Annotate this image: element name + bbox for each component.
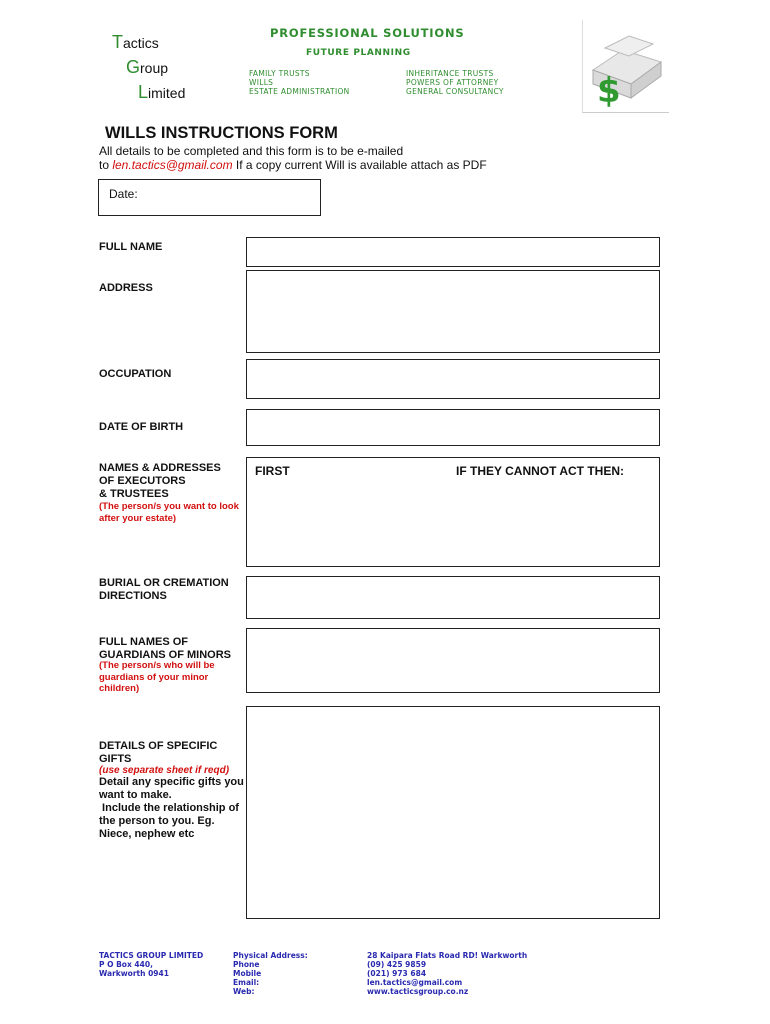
occupation-label: OCCUPATION [99, 368, 172, 380]
executors-field[interactable] [246, 457, 660, 567]
form-intro-line2: to len.tactics@gmail.com If a copy current Will is available attach as PDF [99, 158, 487, 172]
burial-label: BURIAL OR CREMATION DIRECTIONS [99, 577, 229, 602]
executors-note: (The person/s you want to look after your estate) [99, 501, 239, 524]
dob-field[interactable] [246, 409, 660, 446]
email-link[interactable]: len.tactics@gmail.com [112, 158, 233, 172]
footer-company: TACTICS GROUP LIMITED P O Box 440, Warkworth 0941 [99, 951, 204, 978]
guardians-note: (The person/s who will be guardians of your minor children) [99, 660, 215, 694]
company-logo-text [112, 32, 232, 103]
form-title: WILLS INSTRUCTIONS FORM [105, 124, 338, 142]
footer-labels: Physical Address: Phone Mobile Email: Web: [233, 951, 308, 996]
service-item: FAMILY TRUSTS [249, 69, 310, 78]
service-item: WILLS [249, 78, 274, 87]
form-intro-line1: All details to be completed and this form is to be e-mailed [99, 144, 404, 158]
guardians-field[interactable] [246, 628, 660, 693]
service-item: GENERAL CONSULTANCY [406, 87, 504, 96]
burial-field[interactable] [246, 576, 660, 619]
header-subtitle: FUTURE PLANNING [306, 48, 411, 58]
executors-first-label: FIRST [255, 464, 290, 478]
date-label: Date: [109, 187, 138, 201]
address-label: ADDRESS [99, 282, 153, 294]
footer-web-link[interactable]: www.tacticsgroup.co.nz [367, 987, 469, 996]
header-title: PROFESSIONAL SOLUTIONS [270, 26, 465, 40]
footer-email-link[interactable]: len.tactics@gmail.com [367, 978, 463, 987]
gifts-note: (use separate sheet if reqd) [99, 765, 230, 776]
logo-line-tactics: Tactics [112, 32, 159, 52]
full-name-label: FULL NAME [99, 241, 163, 253]
svg-text:$: $ [597, 71, 621, 111]
executors-label: NAMES & ADDRESSES OF EXECUTORS & TRUSTEES [99, 462, 221, 500]
service-item: INHERITANCE TRUSTS [406, 69, 494, 78]
address-field[interactable] [246, 270, 660, 353]
service-item: POWERS OF ATTORNEY [406, 78, 499, 87]
guardians-label: FULL NAMES OF GUARDIANS OF MINORS [99, 636, 231, 661]
service-item: ESTATE ADMINISTRATION [249, 87, 350, 96]
logo-line-limited: Limited [138, 82, 186, 102]
gifts-field[interactable] [246, 706, 660, 919]
occupation-field[interactable] [246, 359, 660, 399]
executors-then-label: IF THEY CANNOT ACT THEN: [456, 464, 624, 478]
logo-line-group: Group [126, 57, 169, 77]
full-name-field[interactable] [246, 237, 660, 267]
footer-values: 28 Kaipara Flats Road RD! Warkworth (09) 425 9859 (021) 973 684 len.tactics@gmail.com www.tacticsgroup.co.nz [367, 951, 528, 996]
gifts-label: DETAILS OF SPECIFIC GIFTS [99, 740, 218, 765]
services-left [249, 69, 350, 96]
dollar-puzzle-icon [582, 20, 669, 113]
gifts-description: Detail any specific gifts you want to make. Include the relationship of the person to you. Eg. Niece, nephew etc [99, 776, 244, 840]
services-right [406, 69, 504, 96]
date-field[interactable] [98, 179, 321, 216]
dob-label: DATE OF BIRTH [99, 421, 184, 433]
